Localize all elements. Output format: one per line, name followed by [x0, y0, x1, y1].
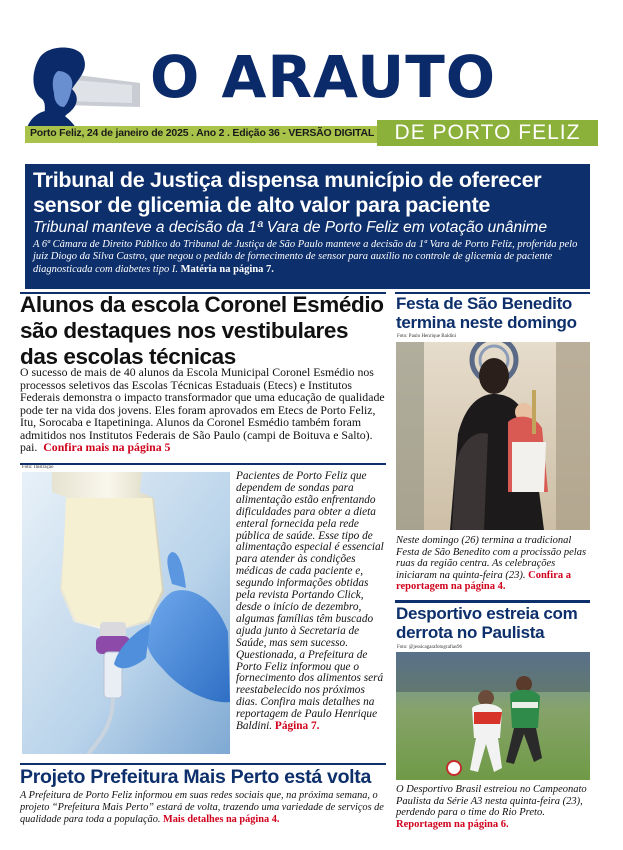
students-summary — [20, 366, 388, 454]
feeding-more-link[interactable]: Página 7. — [274, 720, 320, 733]
festa-headline[interactable]: Festa de São Benedito termina neste domingo — [396, 294, 577, 332]
students-headline[interactable]: Alunos da escola Coronel Esmédio são destaques nos vestibulares das escolas técnicas — [20, 292, 384, 369]
festa-more-link[interactable]: Confira a reportagem na página 4. — [396, 569, 571, 592]
soccer-match-photo — [396, 652, 590, 780]
lead-headline[interactable]: Tribunal de Justiça dispensa município de oferecer sensor de glicemia de alto valor para paciente — [33, 168, 542, 217]
projeto-headline[interactable]: Projeto Prefeitura Mais Perto está volta — [20, 766, 372, 788]
photo-credit: Foto: Ilustração — [22, 465, 54, 470]
desportivo-caption-text: O Desportivo Brasil estreiou no Campeonato Paulista da Série A3 nesta quinta-feira (23), perdendo para o time do Rio Preto. — [396, 784, 587, 818]
photo-credit: Foto: Paulo Henrique Baldini — [397, 334, 457, 339]
students-summary-text: O sucesso de mais de 40 alunos da Escola Municipal Coronel Esmédio nos processos seletivos das Escolas Técnicas Estaduais (Etecs) e Institutos Federais demonstra o impacto transformador que uma educação de qualidade pode ter na vida dos jovens. Eles foram aprovados em Etecs de Porto Feliz, Itu, Sorocaba e Itapetininga. Alunos da Coronel Esmédio também foram admitidos nos Institutos Federais de São Paulo (campi de Boituva e Salto). pai. — [20, 365, 385, 454]
photo-credit: Foto: @jessicagarafotografias96 — [397, 645, 463, 650]
section-rule — [395, 600, 590, 603]
feeding-story-body: Pacientes de Porto Feliz que dependem de sondas para alimentação estão enfrentando dificuldades para obter a dieta enteral fornecida pela rede pública de saúde. Esse tipo de alimentação especial é essencial para atender às condições médicas de cada paciente e, segundo informações obtidas pela revista Portando Click, desde o início de dezembro, algumas famílias têm buscado ajuda junto à Secretaria de Saúde, mas sem sucesso. Questionada, a Prefeitura de Porto Feliz informou que o fornecimento dos alimentos será reestabelecido nos próximos dias. Confira mais detalhes na reportagem de Paulo Henrique Baldini. — [236, 470, 384, 733]
lead-summary-text: A 6ª Câmara de Direito Público do Tribunal de Justiça de São Paulo manteve a decisão da 1ª Vara de Porto Feliz, proferida pelo juiz Diogo da Silva Castro, que negou o pedido de fornecimento de sensor para auxílio no controle de glicemia de paciente diagnosticada com diabetes tipo I. — [33, 239, 578, 275]
projeto-more-link[interactable]: Mais detalhes na página 4. — [163, 814, 280, 825]
lead-summary — [33, 239, 588, 276]
herald-logo-icon — [22, 45, 142, 133]
section-rule — [20, 763, 386, 765]
masthead-title: O ARAUTO — [150, 43, 497, 111]
desportivo-caption — [396, 784, 592, 830]
city-label: DE PORTO FELIZ — [394, 121, 581, 144]
dateline: Porto Feliz, 24 de janeiro de 2025 . Ano 2 . Edição 36 - VERSÃO DIGITAL — [30, 127, 375, 139]
students-more-link[interactable]: Confira mais na página 5 — [43, 440, 171, 454]
desportivo-headline[interactable]: Desportivo estreia com derrota no Paulista — [396, 604, 578, 642]
festa-caption-text: Neste domingo (26) termina a tradicional Festa de São Benedito com a procissão pelas ruas da região centra. As celebrações iniciaram na quinta-feira (23). — [396, 535, 587, 581]
projeto-summary — [20, 790, 392, 826]
feeding-story-text — [236, 471, 386, 733]
saint-statue-photo — [396, 342, 590, 530]
festa-caption — [396, 535, 592, 593]
lead-subhead: Tribunal manteve a decisão da 1ª Vara de Porto Feliz em votação unânime — [33, 219, 548, 236]
projeto-summary-text: A Prefeitura de Porto Feliz informou em suas redes sociais que, na próxima semana, o projeto “Prefeitura Mais Perto” estará de volta, trazendo uma variedade de serviços de qualidade para toda a população. — [20, 790, 384, 825]
desportivo-more-link[interactable]: Reportagem na página 6. — [396, 818, 509, 830]
lead-more-link[interactable]: Matéria na página 7. — [180, 263, 274, 275]
section-rule — [20, 463, 386, 465]
feeding-bag-photo — [22, 472, 230, 754]
